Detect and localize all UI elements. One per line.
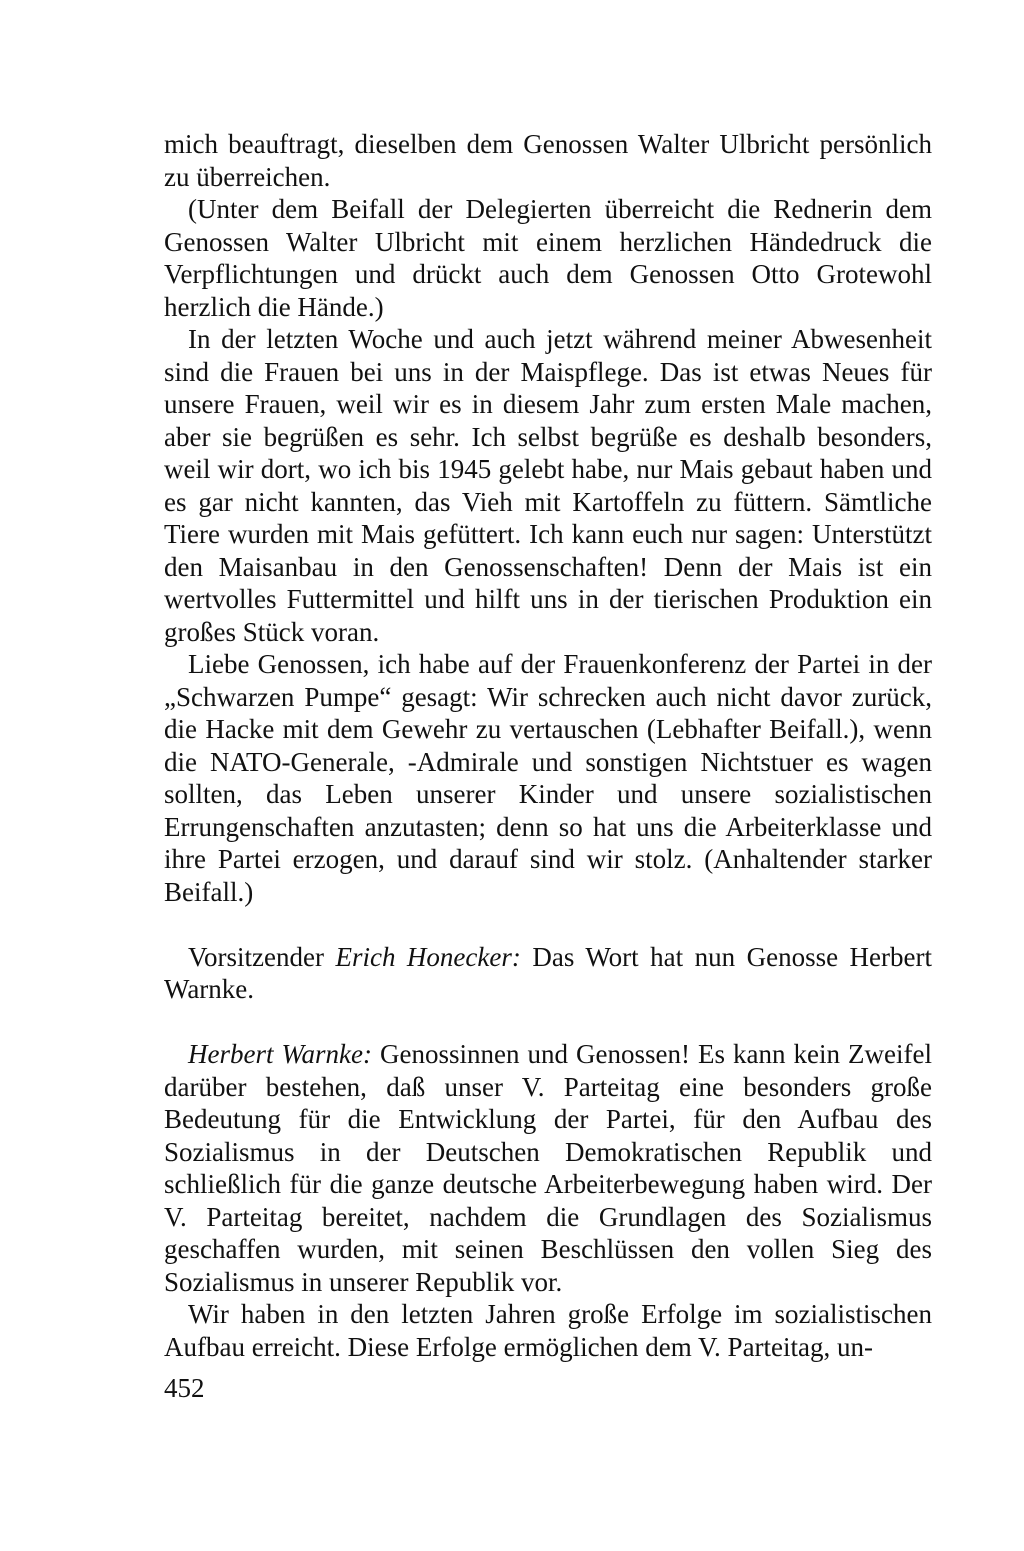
paragraph-warnke-speech — [164, 1038, 932, 1298]
speaker-name-chair: Erich Honecker: — [335, 941, 521, 972]
paragraph-4: Liebe Genossen, ich habe auf der Frauenkonferenz der Partei in der „Schwarzen Pumpe“ gesagt: Wir schrecken auch nicht davor zurück, die Hacke mit dem Gewehr zu vertauschen (Lebhafter Beifall.), wenn die NATO-Generale, -Admirale und sonstigen Nichtstuer es wagen sollten, das Leben unserer Kinder und unsere sozialistischen Errungenschaften anzutasten; denn so hat uns die Arbeiterklasse und ihre Partei erzogen, und darauf sind wir stolz. (Anhaltender starker Beifall.) — [164, 649, 932, 907]
paragraph-last: Wir haben in den letzten Jahren große Erfolge im sozialistischen Aufbau erreicht. Diese Erfolge ermöglichen dem V. Parteitag, un- — [164, 1299, 932, 1362]
chair-announcement-text: Das Wort hat nun Genosse Herbert Warnke. — [164, 941, 932, 1004]
chair-prefix: Vorsitzender — [188, 941, 336, 972]
warnke-speech-text: Genossinnen und Genossen! Es kann kein Zweifel darüber bestehen, daß unser V. Parteitag eine besonders große Bedeutung für die Entwicklung der Partei, für den Aufbau des Sozialismus in der Deutschen Demokratischen Republik und schließlich für die ganze deutsche Arbeiterbewegung haben wird. Der V. Parteitag bereitet, nachdem die Grundlagen des Sozialismus geschaffen wurden, mit seinen Beschlüssen den vollen Sieg des Sozialismus in unserer Republik vor. — [164, 1039, 932, 1297]
paragraph-3: In der letzten Woche und auch jetzt während meiner Abwesenheit sind die Frauen bei uns in der Maispflege. Das ist etwas Neues für unsere Frauen, weil wir es in diesem Jahr zum ersten Male machen, aber sie begrüßen es sehr. Ich selbst begrüße es deshalb besonders, weil wir dort, wo ich bis 1945 gelebt habe, nur Mais gebaut haben und es gar nicht kannten, das Vieh mit Kartoffeln zu füttern. Sämtliche Tiere wurden mit Mais gefüttert. Ich kann euch nur sagen: Unterstützt den Maisanbau in den Genossenschaften! Denn der Mais ist ein wertvolles Futtermittel und hilft uns in der tierischen Produktion ein großes Stück voran. — [164, 324, 932, 647]
paragraph-1: mich beauftragt, dieselben dem Genossen Walter Ulbricht persönlich zu überreichen. — [164, 129, 932, 192]
body-text — [164, 128, 932, 1363]
paragraph-chair-announcement — [164, 941, 932, 1006]
page-number: 452 — [164, 1373, 205, 1403]
paragraph-2-stage-direction: (Unter dem Beifall der Delegierten überreicht die Rednerin dem Genossen Walter Ulbricht mit einem herzlichen Händedruck die Verpflichtungen und drückt auch dem Genossen Otto Grotewohl herzlich die Hände.) — [164, 194, 932, 322]
speaker-name-warnke: Herbert Warnke: — [188, 1039, 372, 1069]
